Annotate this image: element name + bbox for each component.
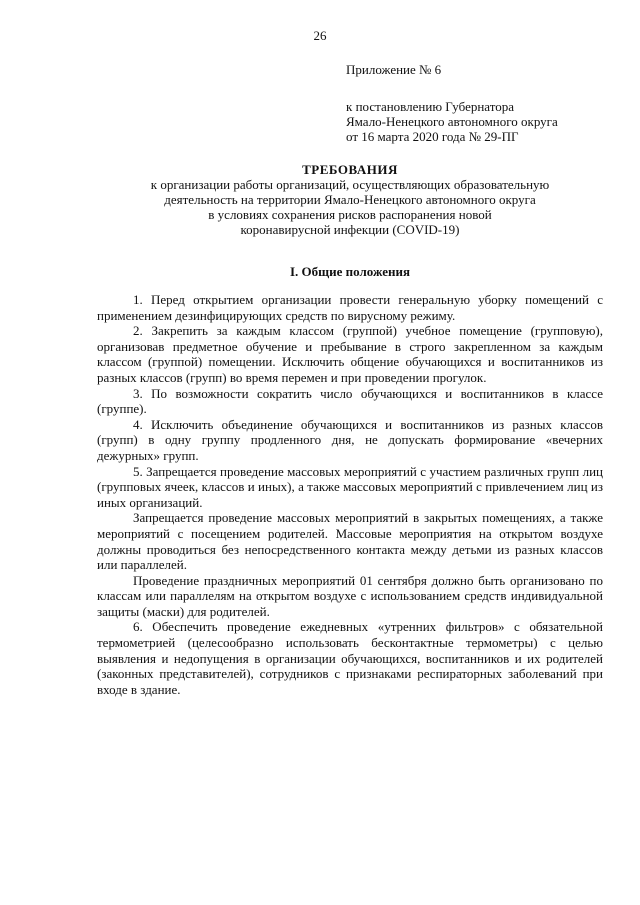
appendix-line: к постановлению Губернатора xyxy=(346,99,515,114)
paragraph: Запрещается проведение массовых мероприятий в закрытых помещениях, а также мероприятий с посещением родителей. Массовые мероприятия на открытом воздухе должны проводиться без непосредственного контакта между детьми из разных классов или параллелей. xyxy=(97,510,603,573)
document-title: ТРЕБОВАНИЯ xyxy=(302,162,398,177)
appendix-line: от 16 марта 2020 года № 29-ПГ xyxy=(346,129,519,144)
document-title-block xyxy=(60,162,640,237)
document-subtitle-line: деятельность на территории Ямало-Ненецкого автономного округа xyxy=(164,192,536,207)
paragraph: 6. Обеспечить проведение ежедневных «утренних фильтров» с обязательной термометрией (целесообразно использовать бесконтактные термометры) с целью выявления и недопущения в организации обучающихся, воспитанников и их родителей (законных представителей), сотрудников с признаками респираторных заболеваний при входе в здание. xyxy=(97,619,603,697)
section-heading: I. Общие положения xyxy=(290,264,410,279)
document-subtitle-line: к организации работы организаций, осуществляющих образовательную xyxy=(150,177,550,192)
section-body xyxy=(97,292,603,697)
appendix-block xyxy=(346,62,616,144)
page-number: 26 xyxy=(313,28,327,43)
appendix-title: Приложение № 6 xyxy=(346,62,442,77)
paragraph: 5. Запрещается проведение массовых мероприятий с участием различных групп лиц (групповых ячеек, классов и иных), а также массовых мероприятий с привлечением лиц из иных организаций. xyxy=(97,463,603,510)
appendix-line: Ямало-Ненецкого автономного округа xyxy=(346,114,558,129)
document-subtitle-line: коронавирусной инфекции (COVID-19) xyxy=(240,222,460,237)
paragraph: 2. Закрепить за каждым классом (группой) учебное помещение (групповую), организовав предметное обучение и пребывание в строго закрепленном за каждым классом (группой) помещении. Исключить общение обучающихся и воспитанников из разных классов (групп) во время перемен и при проведении прогулок. xyxy=(97,323,603,385)
paragraph: 1. Перед открытием организации провести генеральную уборку помещений с применением дезинфицирующих средств по вирусному режиму. xyxy=(97,292,603,323)
paragraph: Проведение праздничных мероприятий 01 сентября должно быть организовано по классам или параллелям на открытом воздухе с использованием средств индивидуальной защиты (маски) для родителей. xyxy=(97,572,603,619)
paragraph: 4. Исключить объединение обучающихся и воспитанников из разных классов (групп) в одну группу продленного дня, не допускать формирование «вечерних дежурных» групп. xyxy=(97,416,603,463)
document-subtitle-line: в условиях сохранения рисков распоранения новой xyxy=(208,207,492,222)
paragraph: 3. По возможности сократить число обучающихся и воспитанников в классе (группе). xyxy=(97,385,603,417)
